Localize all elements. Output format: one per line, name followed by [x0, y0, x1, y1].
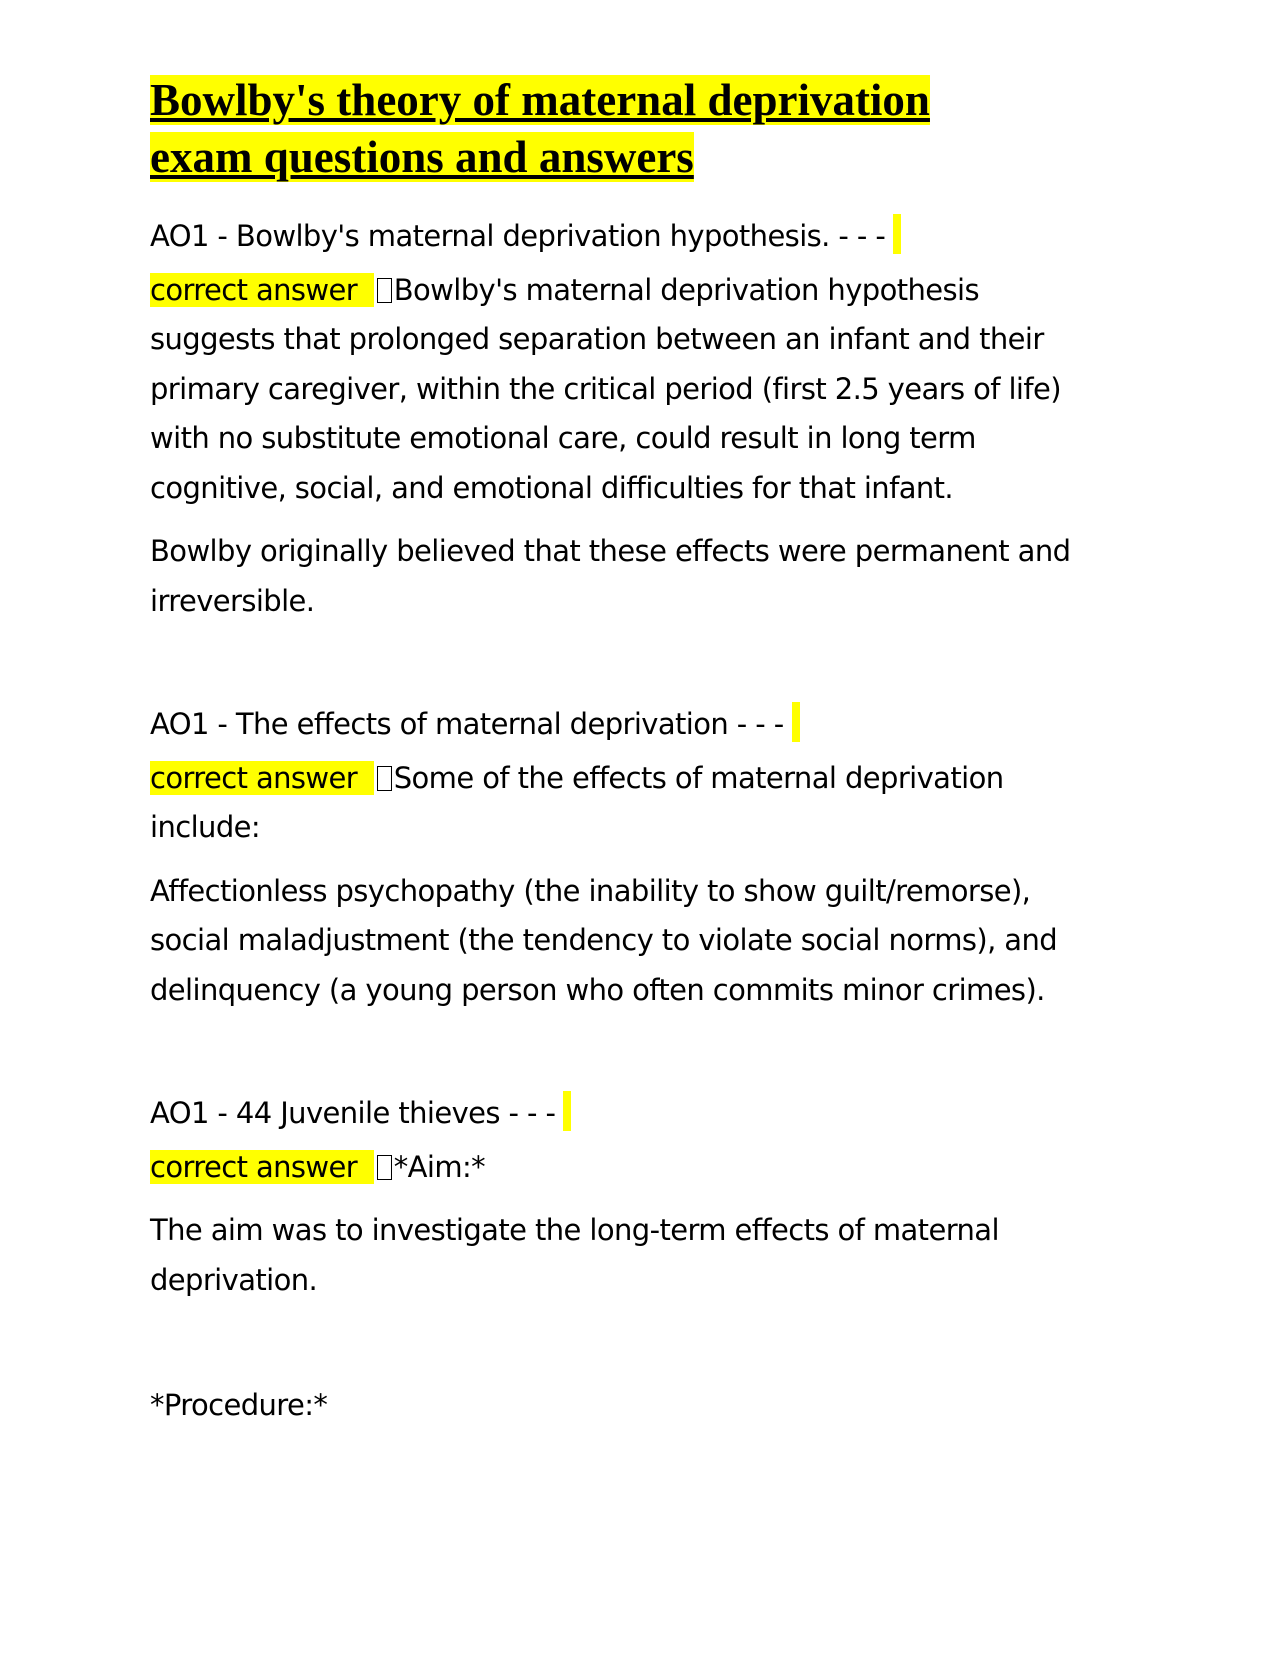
- highlight-marker: [792, 702, 800, 742]
- title-line-1: Bowlby's theory of maternal deprivation: [150, 75, 930, 125]
- document-page: [150, 72, 1100, 1431]
- document-title: [150, 72, 1100, 186]
- qa-entry-2: [150, 700, 1100, 1015]
- answer-text: correct answer *Aim:*: [150, 1149, 486, 1184]
- highlight-marker: [563, 1091, 571, 1131]
- missing-glyph-icon: [377, 1155, 392, 1180]
- missing-glyph-icon: [377, 766, 392, 791]
- qa-entry-1: [150, 212, 1100, 626]
- missing-glyph-icon: [377, 278, 392, 303]
- correct-answer-label: correct answer: [150, 273, 374, 307]
- answer-text: correct answer Some of the effects of maternal deprivation include:: [150, 760, 1004, 844]
- answer-paragraph: Bowlby originally believed that these effects were permanent and irreversible.: [150, 534, 1071, 618]
- answer-paragraph: Affectionless psychopathy (the inability to show guilt/remorse), social maladjustment (the tendency to violate social norms), and delinquency (a young person who often commits minor crimes).: [150, 873, 1058, 1007]
- question-text: AO1 - Bowlby's maternal deprivation hypothesis. - - -: [150, 212, 1100, 262]
- correct-answer-label: correct answer: [150, 761, 374, 795]
- highlight-marker: [893, 214, 901, 254]
- answer-paragraph: *Procedure:*: [150, 1388, 328, 1422]
- answer-paragraph: The aim was to investigate the long-term effects of maternal deprivation.: [150, 1213, 999, 1297]
- answer-text: correct answer Bowlby's maternal deprivation hypothesis suggests that prolonged separation between an infant and their primary caregiver, within the critical period (first 2.5 years of life) with no substitute emotional care, could result in long term cognitive, social, and emotional difficulties for that infant.: [150, 272, 1061, 505]
- question-text: AO1 - The effects of maternal deprivation - - -: [150, 700, 1100, 750]
- qa-entry-3: [150, 1089, 1100, 1431]
- correct-answer-label: correct answer: [150, 1150, 374, 1184]
- question-text: AO1 - 44 Juvenile thieves - - -: [150, 1089, 1100, 1139]
- title-line-2: exam questions and answers: [150, 132, 694, 182]
